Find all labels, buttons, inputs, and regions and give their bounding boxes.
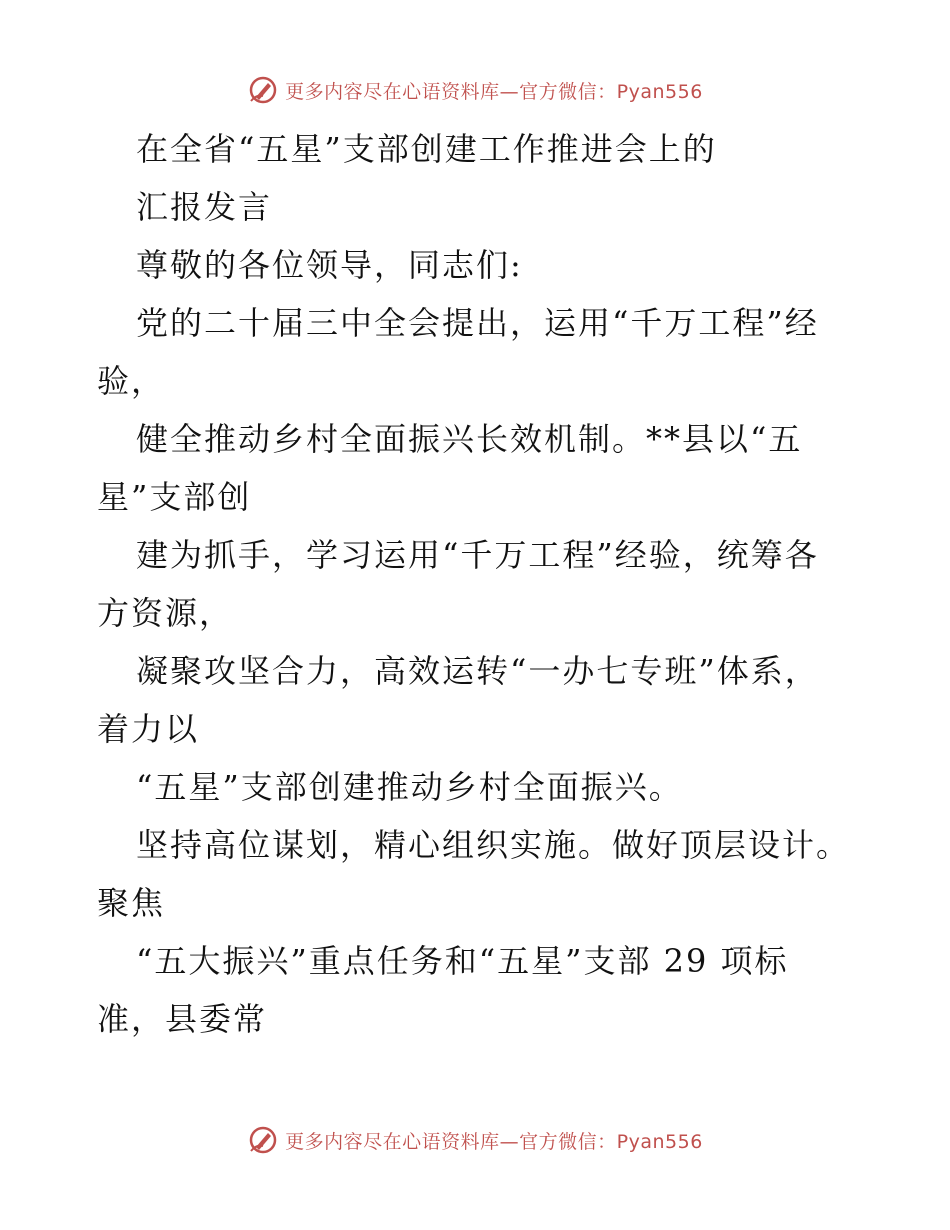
paragraph-line: “五星”支部创建推动乡村全面振兴。: [136, 768, 683, 806]
pen-logo-icon: [247, 1124, 279, 1156]
paragraph-line: 健全推动乡村全面振兴长效机制。**县以“五: [136, 420, 803, 458]
footer-watermark-banner: [0, 1120, 950, 1160]
footer-watermark-text: 更多内容尽在心语资料库—官方微信：Pyan556: [285, 1130, 703, 1153]
document-title-line-2: 汇报发言: [136, 188, 273, 226]
paragraph-line: 验，: [97, 362, 166, 400]
pen-logo-icon: [247, 74, 279, 106]
paragraph-line: “五大振兴”重点任务和“五星”支部 29 项标: [136, 942, 789, 980]
document-title-line-1: 在全省“五星”支部创建工作推进会上的: [136, 130, 717, 168]
paragraph-line: 建为抓手，学习运用“千万工程”经验，统筹各: [136, 536, 819, 574]
paragraph-line: 方资源，: [97, 594, 234, 632]
header-watermark-banner: [0, 70, 950, 110]
paragraph-line: 凝聚攻坚合力，高效运转“一办七专班”体系，: [136, 652, 819, 690]
paragraph-line: 党的二十届三中全会提出，运用“千万工程”经: [136, 304, 819, 342]
paragraph-line: 星”支部创: [97, 478, 252, 516]
paragraph-line: 着力以: [97, 710, 200, 748]
header-watermark-text: 更多内容尽在心语资料库—官方微信：Pyan556: [285, 80, 703, 103]
paragraph-line: 坚持高位谋划，精心组织实施。做好顶层设计。: [136, 826, 851, 864]
paragraph-line: 准，县委常: [97, 1000, 268, 1038]
paragraph-line: 聚焦: [97, 884, 166, 922]
salutation-line: 尊敬的各位领导，同志们:: [136, 246, 523, 284]
